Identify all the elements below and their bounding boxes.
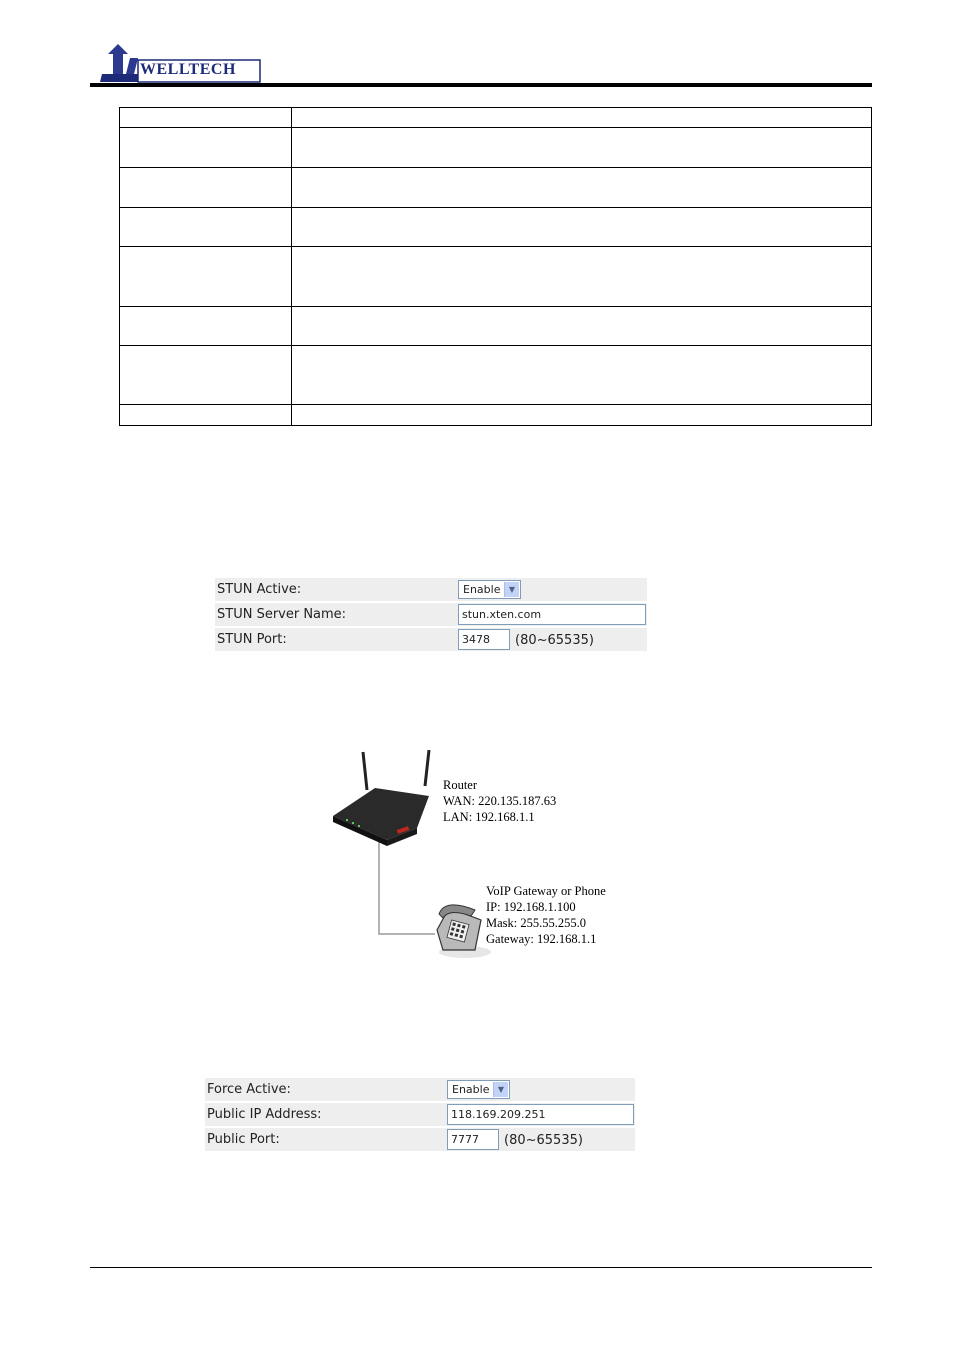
- chevron-down-icon[interactable]: ▼: [493, 1082, 508, 1097]
- router-info: [443, 777, 556, 825]
- table-cell-name: [120, 405, 292, 426]
- table-cell-description: [292, 307, 872, 346]
- table-cell-name: [120, 128, 292, 168]
- chevron-down-icon[interactable]: ▼: [504, 582, 519, 597]
- stun-port-input[interactable]: 3478: [458, 629, 510, 650]
- gateway-ip: IP: 192.168.1.100: [486, 900, 576, 914]
- table-cell-description: [292, 405, 872, 426]
- public-ip-input[interactable]: 118.169.209.251: [447, 1104, 634, 1125]
- table-cell-name: [120, 307, 292, 346]
- table-cell-description: [292, 346, 872, 405]
- gateway-gateway: Gateway: 192.168.1.1: [486, 932, 597, 946]
- table-cell-description: [292, 108, 872, 128]
- router-icon: [333, 750, 429, 846]
- stun-port-label: STUN Port:: [217, 632, 287, 647]
- table-row: [120, 108, 872, 128]
- table-cell-description: [292, 128, 872, 168]
- stun-active-label: STUN Active:: [217, 582, 302, 597]
- table-cell-name: [120, 346, 292, 405]
- gateway-title: VoIP Gateway or Phone: [486, 884, 606, 898]
- gateway-info: [486, 883, 606, 947]
- header-rule: [90, 83, 872, 87]
- table-cell-description: [292, 247, 872, 307]
- table-cell-name: [120, 208, 292, 247]
- phone-icon: [437, 905, 491, 958]
- table-row: [120, 307, 872, 346]
- router-wan: WAN: 220.135.187.63: [443, 794, 557, 808]
- table-cell-description: [292, 208, 872, 247]
- connection-line: [379, 842, 435, 934]
- force-active-label: Force Active:: [207, 1082, 291, 1097]
- logo-text: WELLTECH: [140, 61, 236, 78]
- table-cell-name: [120, 168, 292, 208]
- table-row: [120, 405, 872, 426]
- stun-server-input[interactable]: stun.xten.com: [458, 604, 646, 625]
- footer-rule: [90, 1267, 872, 1268]
- public-ip-label: Public IP Address:: [207, 1107, 322, 1122]
- stun-server-label: STUN Server Name:: [217, 607, 347, 622]
- table-row: [120, 247, 872, 307]
- public-port-range: (80~65535): [504, 1133, 583, 1148]
- parameter-table: [119, 107, 872, 426]
- force-active-select[interactable]: [447, 1080, 510, 1099]
- table-row: [120, 168, 872, 208]
- table-cell-name: [120, 247, 292, 307]
- table-row: [120, 346, 872, 405]
- table-cell-name: [120, 108, 292, 128]
- table-row: [120, 208, 872, 247]
- gateway-mask: Mask: 255.55.255.0: [486, 916, 586, 930]
- table-row: [120, 128, 872, 168]
- table-cell-description: [292, 168, 872, 208]
- stun-active-select[interactable]: [458, 580, 521, 599]
- router-title: Router: [443, 778, 478, 792]
- router-lan: LAN: 192.168.1.1: [443, 810, 535, 824]
- force-active-value: Enable: [452, 1083, 490, 1096]
- public-port-label: Public Port:: [207, 1132, 280, 1147]
- stun-active-value: Enable: [463, 583, 501, 596]
- stun-port-range: (80~65535): [515, 633, 594, 648]
- public-port-input[interactable]: 7777: [447, 1129, 499, 1150]
